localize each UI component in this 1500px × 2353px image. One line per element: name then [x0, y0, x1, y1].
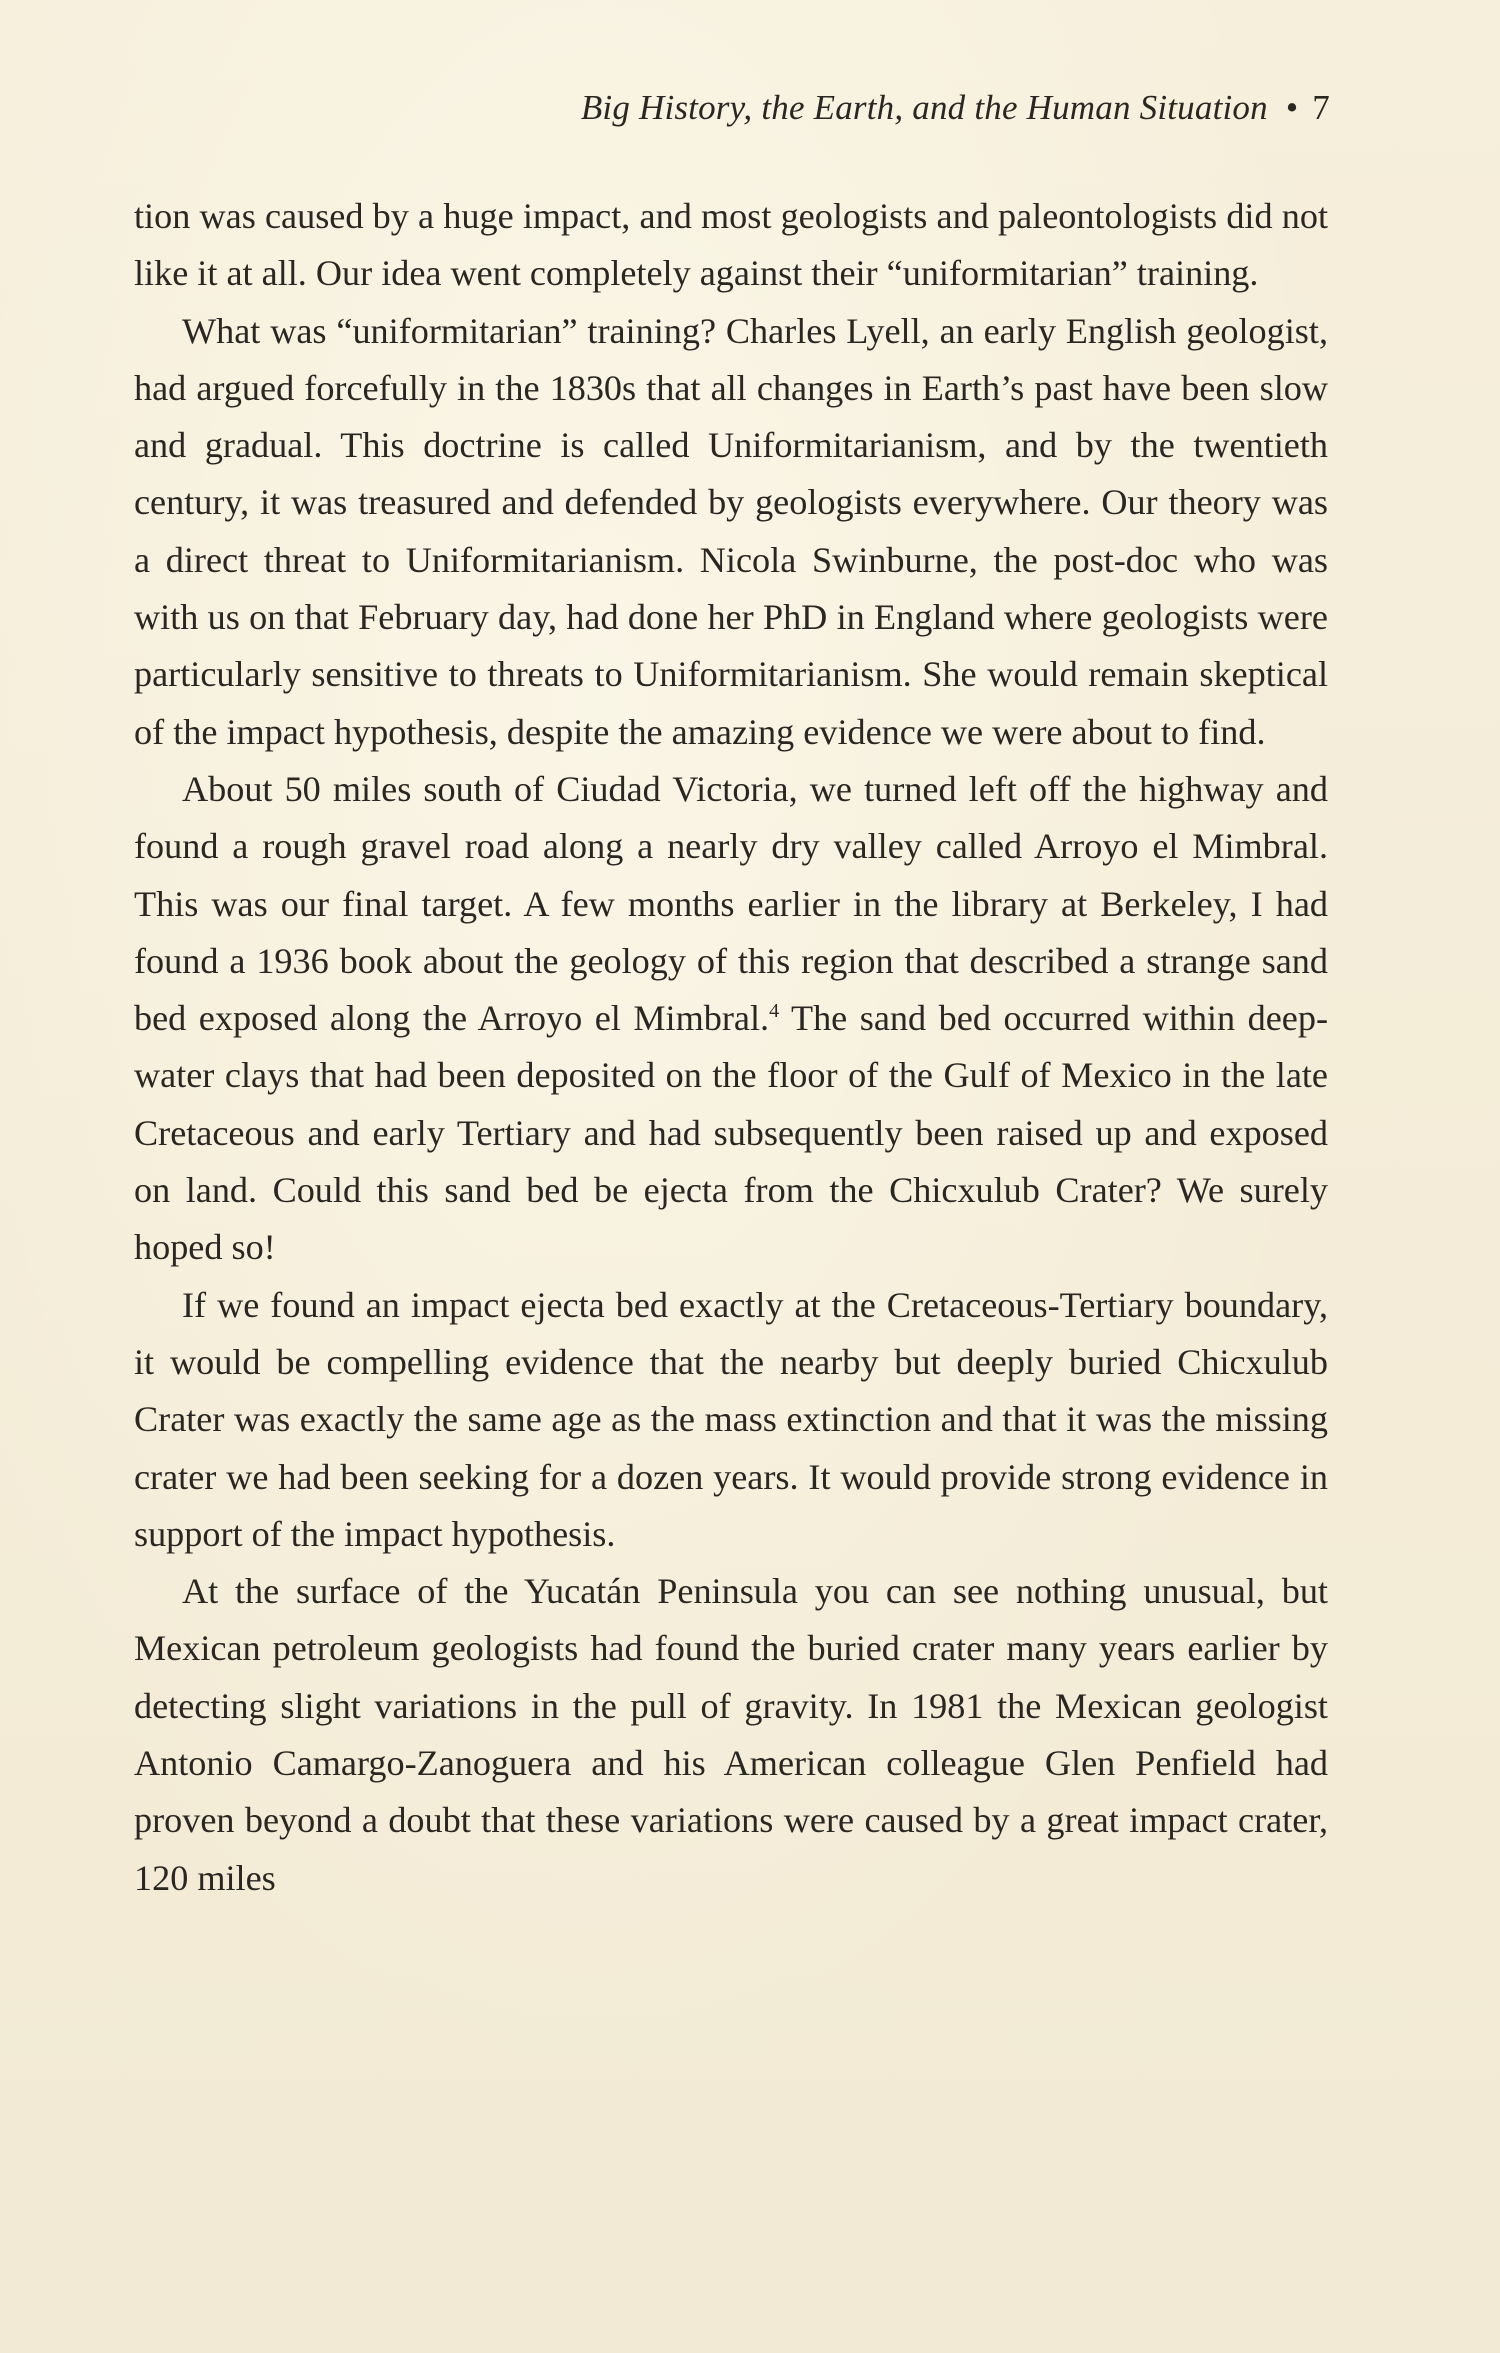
footnote-reference: 4: [769, 1000, 780, 1023]
paragraph-1: tion was caused by a huge impact, and most geologists and paleontologists did not like it at all. Our idea went completely against their “uniformitarian” training.: [134, 196, 1328, 294]
paragraph-3-text-a: About 50 miles south of Ciudad Victoria, we turned left off the highway and found a rough gravel road along a nearly dry valley called Arroyo el Mimbral. This was our final target. A few months earlier in the library at Berkeley, I had found a 1936 book about the geology of this region that described a strange sand bed exposed along the Arroyo el Mimbral.: [134, 768, 1328, 1039]
page-number: 7: [1312, 88, 1330, 127]
paragraph-4: If we found an impact ejecta bed exactly at the Cretaceous-Tertiary boundary, it would be compelling evidence that the nearby but deeply buried Chicxulub Crater was exactly the same age as the mass extinction and that it was the missing crater we had been seeking for a dozen years. It would provide strong evidence in support of the impact hypothesis.: [134, 1284, 1328, 1554]
body-text: [134, 188, 1328, 1907]
paragraph-5: At the surface of the Yucatán Peninsula you can see nothing unusual, but Mexican petroleum geologists had found the buried crater many years earlier by detecting slight variations in the pull of gravity. In 1981 the Mexican geologist Antonio Camargo-Zanoguera and his American colleague Glen Penfield had proven beyond a doubt that these variations were caused by a great impact crater, 120 miles: [134, 1571, 1328, 1898]
running-head-title: Big History, the Earth, and the Human Situation: [580, 88, 1268, 127]
paragraph-2: What was “uniformitarian” training? Charles Lyell, an early English geologist, had argued forcefully in the 1830s that all changes in Earth’s past have been slow and gradual. This doctrine is called Uniformitarianism, and by the twentieth century, it was treasured and defended by geologists everywhere. Our theory was a direct threat to Uniformitarianism. Nicola Swinburne, the post-doc who was with us on that February day, had done her PhD in England where geologists were particularly sensitive to threats to Uniformitarianism. She would remain skeptical of the impact hypothesis, despite the amazing evidence we were about to find.: [134, 310, 1328, 752]
paragraph-3-text-b: The sand bed occurred within deep-water clays that had been deposited on the floor of the Gulf of Mexico in the late Cretaceous and early Tertiary and had subsequently been raised up and exposed on land. Could this sand bed be ejecta from the Chicxulub Crater? We surely hoped so!: [134, 998, 1328, 1268]
paragraph-3: [134, 761, 1328, 1277]
running-head: [134, 88, 1330, 128]
running-head-separator: •: [1285, 88, 1299, 127]
